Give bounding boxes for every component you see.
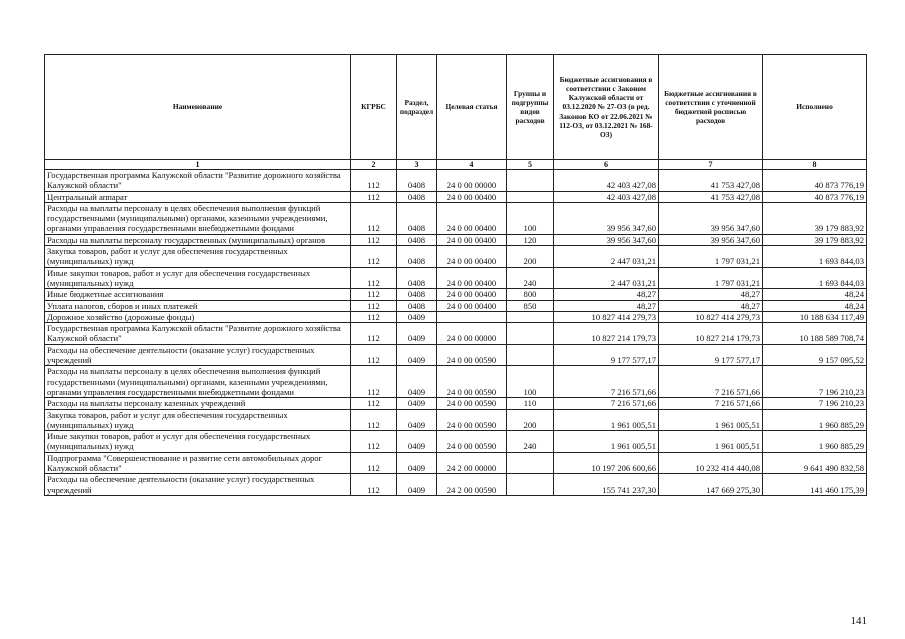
row-name: Расходы на выплаты персоналу казенных учреждений bbox=[45, 398, 351, 409]
table-row bbox=[45, 474, 867, 496]
row-group bbox=[507, 344, 554, 366]
row-target: 24 0 00 00400 bbox=[437, 289, 507, 300]
row-budget-law: 1 961 005,51 bbox=[554, 431, 659, 453]
table-row bbox=[45, 267, 867, 289]
row-budget-law: 48,27 bbox=[554, 289, 659, 300]
row-budget-law: 9 177 577,17 bbox=[554, 344, 659, 366]
header-budget-list: Бюджетные ассигнования в соответствии с уточненной бюджетной росписью расходов bbox=[659, 55, 763, 160]
table-row bbox=[45, 246, 867, 268]
row-budget-law: 7 216 571,66 bbox=[554, 398, 659, 409]
row-budget-list: 39 956 347,60 bbox=[659, 202, 763, 234]
row-target: 24 0 00 00000 bbox=[437, 170, 507, 192]
col-number: 8 bbox=[763, 160, 867, 170]
row-group: 850 bbox=[507, 300, 554, 311]
row-target: 24 0 00 00590 bbox=[437, 366, 507, 398]
row-executed: 10 188 634 117,49 bbox=[763, 311, 867, 322]
row-name: Уплата налогов, сборов и иных платежей bbox=[45, 300, 351, 311]
row-budget-list: 9 177 577,17 bbox=[659, 344, 763, 366]
row-executed: 1 960 885,29 bbox=[763, 409, 867, 431]
header-section: Раздел, подраздел bbox=[397, 55, 437, 160]
row-group bbox=[507, 311, 554, 322]
row-kgrbs: 112 bbox=[351, 366, 397, 398]
row-target: 24 0 00 00400 bbox=[437, 191, 507, 202]
row-name: Расходы на обеспечение деятельности (оказание услуг) государственных учреждений bbox=[45, 344, 351, 366]
row-budget-list: 7 216 571,66 bbox=[659, 398, 763, 409]
row-group: 100 bbox=[507, 366, 554, 398]
row-kgrbs: 112 bbox=[351, 202, 397, 234]
row-section: 0409 bbox=[397, 311, 437, 322]
row-name: Расходы на выплаты персоналу государственных (муниципальных) органов bbox=[45, 234, 351, 245]
row-section: 0408 bbox=[397, 191, 437, 202]
row-section: 0409 bbox=[397, 398, 437, 409]
header-executed: Исполнено bbox=[763, 55, 867, 160]
row-target bbox=[437, 311, 507, 322]
row-section: 0409 bbox=[397, 323, 437, 345]
row-group: 240 bbox=[507, 267, 554, 289]
col-number: 3 bbox=[397, 160, 437, 170]
table-body bbox=[45, 170, 867, 496]
row-section: 0408 bbox=[397, 289, 437, 300]
row-executed: 9 157 095,52 bbox=[763, 344, 867, 366]
row-budget-law: 2 447 031,21 bbox=[554, 267, 659, 289]
header-kgrbs: КГРБС bbox=[351, 55, 397, 160]
row-group bbox=[507, 452, 554, 474]
row-section: 0409 bbox=[397, 366, 437, 398]
row-name: Иные закупки товаров, работ и услуг для обеспечения государственных (муниципальных) нужд bbox=[45, 267, 351, 289]
table-row bbox=[45, 431, 867, 453]
column-number-row bbox=[45, 160, 867, 170]
row-budget-list: 10 827 414 279,73 bbox=[659, 311, 763, 322]
row-name: Подпрограмма "Совершенствование и развитие сети автомобильных дорог Калужской области" bbox=[45, 452, 351, 474]
row-target: 24 0 00 00590 bbox=[437, 398, 507, 409]
col-number: 5 bbox=[507, 160, 554, 170]
row-kgrbs: 112 bbox=[351, 431, 397, 453]
row-budget-law: 1 961 005,51 bbox=[554, 409, 659, 431]
row-budget-list: 41 753 427,08 bbox=[659, 170, 763, 192]
header-groups: Группы и подгруппы видов расходов bbox=[507, 55, 554, 160]
budget-table bbox=[44, 54, 867, 496]
row-target: 24 0 00 00590 bbox=[437, 431, 507, 453]
row-executed: 40 873 776,19 bbox=[763, 191, 867, 202]
row-executed: 1 693 844,03 bbox=[763, 267, 867, 289]
row-target: 24 2 00 00590 bbox=[437, 474, 507, 496]
row-budget-list: 48,27 bbox=[659, 300, 763, 311]
row-kgrbs: 112 bbox=[351, 344, 397, 366]
header-target: Целевая статья bbox=[437, 55, 507, 160]
row-target: 24 0 00 00400 bbox=[437, 300, 507, 311]
row-budget-list: 1 961 005,51 bbox=[659, 409, 763, 431]
row-budget-law: 39 956 347,60 bbox=[554, 202, 659, 234]
row-group bbox=[507, 170, 554, 192]
row-section: 0408 bbox=[397, 300, 437, 311]
row-group: 200 bbox=[507, 409, 554, 431]
table-row bbox=[45, 452, 867, 474]
col-number: 6 bbox=[554, 160, 659, 170]
table-row bbox=[45, 289, 867, 300]
row-name: Закупка товаров, работ и услуг для обеспечения государственных (муниципальных) нужд bbox=[45, 409, 351, 431]
row-name: Закупка товаров, работ и услуг для обеспечения государственных (муниципальных) нужд bbox=[45, 246, 351, 268]
col-number: 4 bbox=[437, 160, 507, 170]
table-row bbox=[45, 344, 867, 366]
row-executed: 7 196 210,23 bbox=[763, 398, 867, 409]
table-row bbox=[45, 323, 867, 345]
row-kgrbs: 112 bbox=[351, 234, 397, 245]
row-budget-law: 10 827 414 279,73 bbox=[554, 311, 659, 322]
row-executed: 48,24 bbox=[763, 300, 867, 311]
row-kgrbs: 112 bbox=[351, 267, 397, 289]
row-section: 0408 bbox=[397, 234, 437, 245]
row-name: Дорожное хозяйство (дорожные фонды) bbox=[45, 311, 351, 322]
row-target: 24 0 00 00590 bbox=[437, 409, 507, 431]
row-kgrbs: 112 bbox=[351, 452, 397, 474]
row-budget-law: 42 403 427,08 bbox=[554, 191, 659, 202]
row-kgrbs: 112 bbox=[351, 409, 397, 431]
row-kgrbs: 112 bbox=[351, 398, 397, 409]
row-target: 24 0 00 00000 bbox=[437, 323, 507, 345]
row-section: 0409 bbox=[397, 344, 437, 366]
row-group bbox=[507, 191, 554, 202]
row-section: 0408 bbox=[397, 246, 437, 268]
table-row bbox=[45, 170, 867, 192]
row-section: 0409 bbox=[397, 431, 437, 453]
row-section: 0409 bbox=[397, 452, 437, 474]
row-kgrbs: 112 bbox=[351, 311, 397, 322]
col-number: 1 bbox=[45, 160, 351, 170]
row-section: 0408 bbox=[397, 202, 437, 234]
row-budget-list: 48,27 bbox=[659, 289, 763, 300]
row-budget-list: 7 216 571,66 bbox=[659, 366, 763, 398]
row-name: Государственная программа Калужской области "Развитие дорожного хозяйства Калужской области" bbox=[45, 323, 351, 345]
col-number: 2 bbox=[351, 160, 397, 170]
row-name: Расходы на обеспечение деятельности (оказание услуг) государственных учреждений bbox=[45, 474, 351, 496]
table-row bbox=[45, 409, 867, 431]
row-target: 24 0 00 00590 bbox=[437, 344, 507, 366]
row-group bbox=[507, 474, 554, 496]
header-name: Наименование bbox=[45, 55, 351, 160]
row-executed: 48,24 bbox=[763, 289, 867, 300]
row-name: Расходы на выплаты персоналу в целях обеспечения выполнения функций государственными (муниципальными) органами, казенными учреждениями, органами управления государственными внебюджетными фондами bbox=[45, 202, 351, 234]
row-section: 0409 bbox=[397, 474, 437, 496]
row-executed: 39 179 883,92 bbox=[763, 202, 867, 234]
table-row bbox=[45, 191, 867, 202]
table-row bbox=[45, 366, 867, 398]
row-kgrbs: 112 bbox=[351, 289, 397, 300]
table-row bbox=[45, 202, 867, 234]
row-kgrbs: 112 bbox=[351, 170, 397, 192]
row-budget-law: 2 447 031,21 bbox=[554, 246, 659, 268]
row-name: Иные бюджетные ассигнования bbox=[45, 289, 351, 300]
row-target: 24 0 00 00400 bbox=[437, 246, 507, 268]
row-group: 110 bbox=[507, 398, 554, 409]
row-budget-law: 155 741 237,30 bbox=[554, 474, 659, 496]
row-budget-law: 39 956 347,60 bbox=[554, 234, 659, 245]
row-executed: 40 873 776,19 bbox=[763, 170, 867, 192]
row-target: 24 0 00 00400 bbox=[437, 267, 507, 289]
row-kgrbs: 112 bbox=[351, 246, 397, 268]
row-group: 200 bbox=[507, 246, 554, 268]
row-executed: 1 693 844,03 bbox=[763, 246, 867, 268]
row-target: 24 0 00 00400 bbox=[437, 202, 507, 234]
row-executed: 141 460 175,39 bbox=[763, 474, 867, 496]
row-budget-list: 1 797 031,21 bbox=[659, 246, 763, 268]
row-kgrbs: 112 bbox=[351, 323, 397, 345]
row-budget-list: 147 669 275,30 bbox=[659, 474, 763, 496]
row-target: 24 2 00 00000 bbox=[437, 452, 507, 474]
row-budget-list: 1 797 031,21 bbox=[659, 267, 763, 289]
row-executed: 7 196 210,23 bbox=[763, 366, 867, 398]
page-number: 141 bbox=[850, 615, 867, 627]
row-budget-law: 48,27 bbox=[554, 300, 659, 311]
row-budget-list: 10 232 414 440,08 bbox=[659, 452, 763, 474]
row-budget-list: 1 961 005,51 bbox=[659, 431, 763, 453]
row-budget-list: 41 753 427,08 bbox=[659, 191, 763, 202]
row-kgrbs: 112 bbox=[351, 191, 397, 202]
row-budget-law: 42 403 427,08 bbox=[554, 170, 659, 192]
row-section: 0408 bbox=[397, 267, 437, 289]
row-executed: 1 960 885,29 bbox=[763, 431, 867, 453]
row-budget-list: 10 827 214 179,73 bbox=[659, 323, 763, 345]
row-group: 800 bbox=[507, 289, 554, 300]
row-name: Центральный аппарат bbox=[45, 191, 351, 202]
row-group: 100 bbox=[507, 202, 554, 234]
row-section: 0408 bbox=[397, 170, 437, 192]
table-row bbox=[45, 398, 867, 409]
row-budget-law: 7 216 571,66 bbox=[554, 366, 659, 398]
row-executed: 10 188 589 708,74 bbox=[763, 323, 867, 345]
row-kgrbs: 112 bbox=[351, 300, 397, 311]
row-group: 120 bbox=[507, 234, 554, 245]
row-kgrbs: 112 bbox=[351, 474, 397, 496]
row-budget-list: 39 956 347,60 bbox=[659, 234, 763, 245]
row-name: Расходы на выплаты персоналу в целях обеспечения выполнения функций государственными (муниципальными) органами, казенными учреждениями, органами управления государственными внебюджетными фондами bbox=[45, 366, 351, 398]
table-row bbox=[45, 234, 867, 245]
table-row bbox=[45, 300, 867, 311]
row-budget-law: 10 197 206 600,66 bbox=[554, 452, 659, 474]
row-executed: 39 179 883,92 bbox=[763, 234, 867, 245]
row-name: Иные закупки товаров, работ и услуг для обеспечения государственных (муниципальных) нужд bbox=[45, 431, 351, 453]
row-budget-law: 10 827 214 179,73 bbox=[554, 323, 659, 345]
row-executed: 9 641 490 832,58 bbox=[763, 452, 867, 474]
row-section: 0409 bbox=[397, 409, 437, 431]
table-row bbox=[45, 311, 867, 322]
row-target: 24 0 00 00400 bbox=[437, 234, 507, 245]
col-number: 7 bbox=[659, 160, 763, 170]
row-group bbox=[507, 323, 554, 345]
header-budget-law: Бюджетные ассигнования в соответствии с Законом Калужской области от 03.12.2020 № 27-ОЗ (в ред. Законов КО от 22.06.2021 № 112-ОЗ, от 03.12.2021 № 168-ОЗ) bbox=[554, 55, 659, 160]
row-group: 240 bbox=[507, 431, 554, 453]
header-row bbox=[45, 55, 867, 160]
row-name: Государственная программа Калужской области "Развитие дорожного хозяйства Калужской области" bbox=[45, 170, 351, 192]
